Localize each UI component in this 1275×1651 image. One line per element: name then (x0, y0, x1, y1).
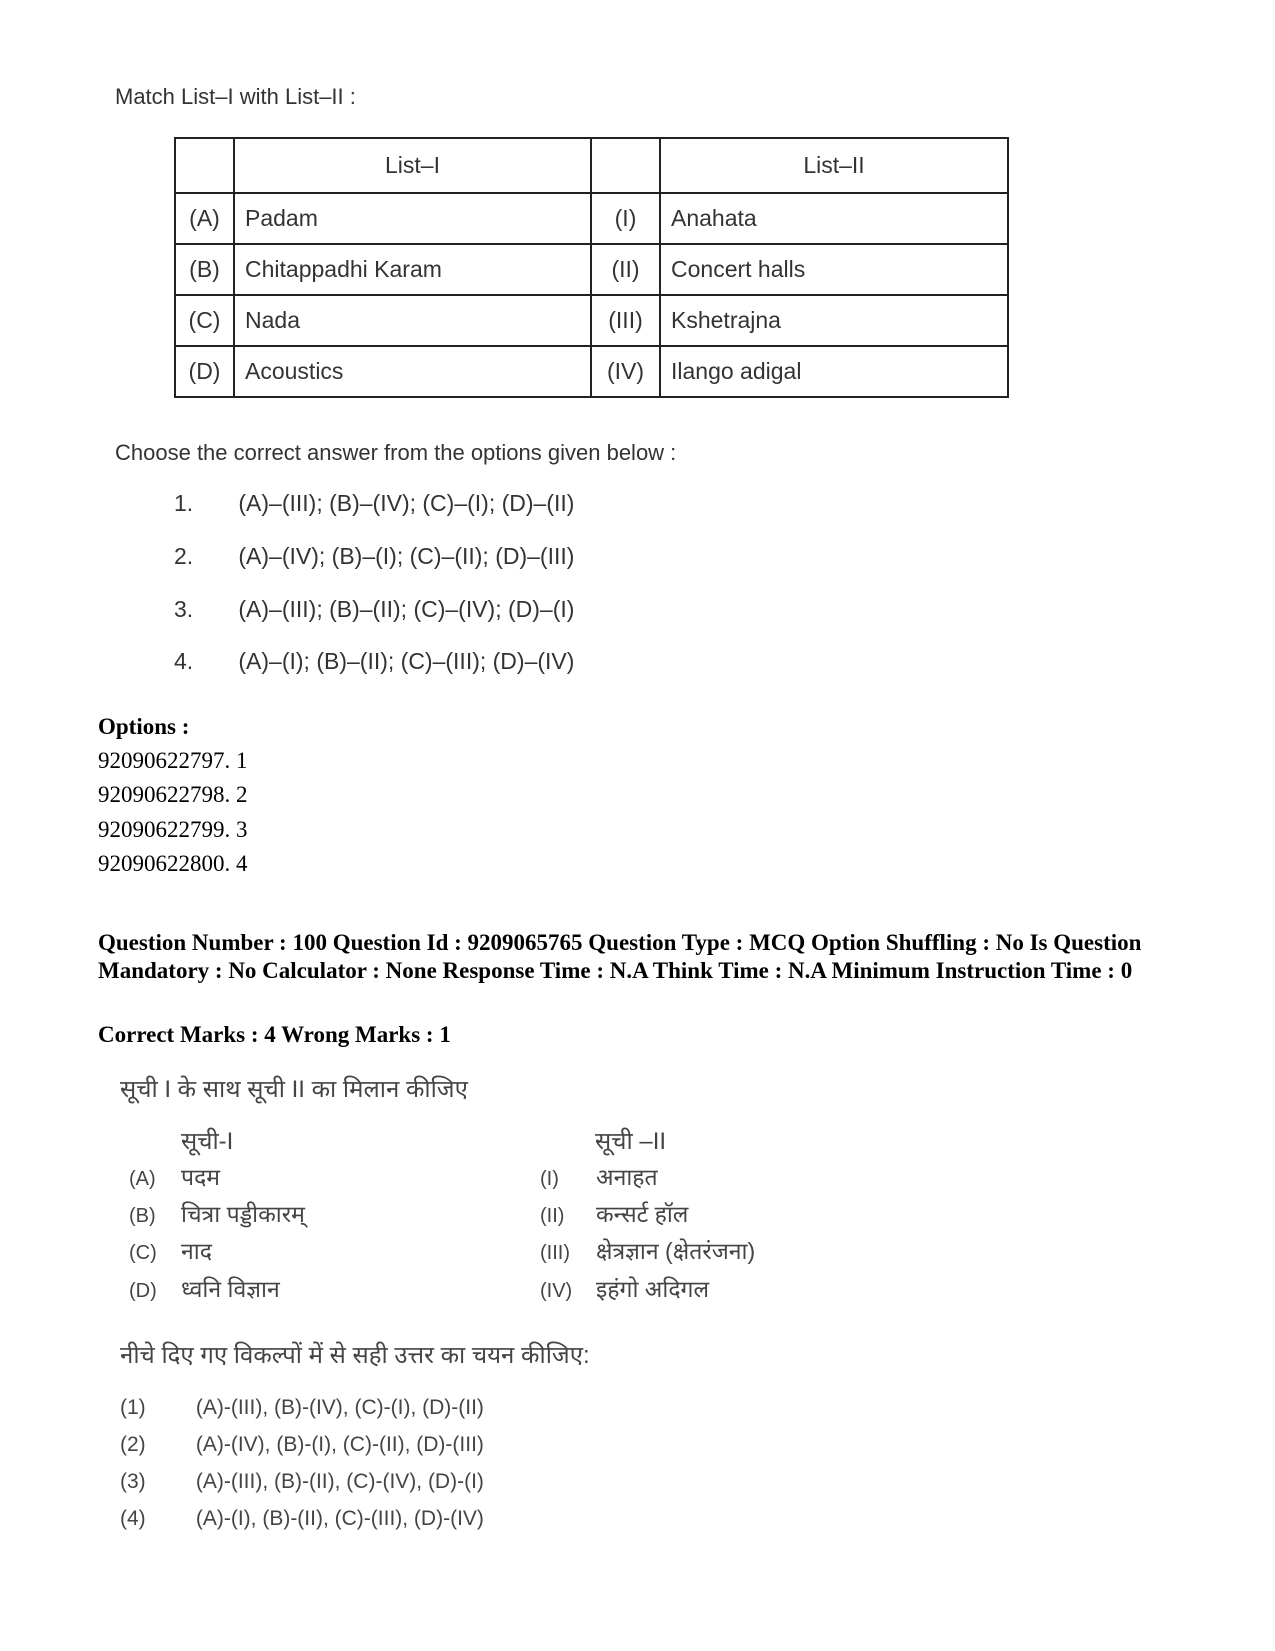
list2-item: Concert halls (660, 244, 1008, 295)
hindi-answer-choice (120, 1433, 484, 1457)
choice-number: 1. (174, 490, 194, 516)
list2-label: (IV) (540, 1280, 573, 1302)
choice-number: (2) (120, 1433, 146, 1456)
list2-item: क्षेत्रज्ञान (क्षेतरंजना) (596, 1238, 756, 1264)
choice-text: (A)-(IV), (B)-(I), (C)-(II), (D)-(III) (195, 1433, 484, 1456)
list1-item: नाद (181, 1238, 212, 1264)
choice-text: (A)–(III); (B)–(II); (C)–(IV); (D)–(I) (238, 596, 575, 622)
table-header-list2: List–II (660, 138, 1008, 193)
list1-item: Acoustics (234, 346, 591, 397)
choice-text: (A)–(I); (B)–(II); (C)–(III); (D)–(IV) (238, 648, 575, 674)
marks-line: Correct Marks : 4 Wrong Marks : 1 (98, 1022, 451, 1047)
list1-item: ध्वनि विज्ञान (181, 1276, 280, 1302)
list1-item: Chitappadhi Karam (234, 244, 591, 295)
question-details: Question Number : 100 Question Id : 9209065765 Question Type : MCQ Option Shuffling : No Is Question Mandatory : No Calculator : None Response Time : N.A Think Time : N.A Minimum Instruction Time : 0 (98, 930, 1142, 983)
option-item: 92090622800. 4 (98, 851, 248, 876)
choice-number: (1) (120, 1396, 146, 1419)
choice-text: (A)-(III), (B)-(IV), (C)-(I), (D)-(II) (195, 1396, 484, 1419)
list1-item: Padam (234, 193, 591, 244)
table-row (175, 244, 1008, 295)
option-item: 92090622799. 3 (98, 817, 248, 842)
list2-item: इहंगो अदिगल (596, 1276, 710, 1302)
choose-prompt: Choose the correct answer from the options given below : (115, 440, 677, 465)
list1-item: पदम (181, 1164, 221, 1190)
hindi-list1-row (129, 1272, 280, 1304)
list2-item: Anahata (660, 193, 1008, 244)
list1-label: (D) (129, 1280, 157, 1302)
option-item: 92090622797. 1 (98, 748, 248, 773)
list1-label: (C) (129, 1242, 157, 1264)
answer-choice (174, 490, 574, 517)
list2-item: अनाहत (596, 1164, 658, 1190)
hindi-choose-prompt: नीचे दिए गए विकल्पों में से सही उत्तर का चयन कीजिए: (120, 1342, 590, 1369)
choice-number: (4) (120, 1507, 146, 1530)
table-row (175, 346, 1008, 397)
question-instruction: Match List–I with List–II : (115, 84, 356, 109)
hindi-answer-choice (120, 1507, 484, 1531)
table-header-row (175, 138, 1008, 193)
hindi-list2-heading: सूची –II (595, 1128, 667, 1155)
table-row (175, 193, 1008, 244)
hindi-answer-choice (120, 1396, 484, 1420)
hindi-list1-heading: सूची-I (181, 1128, 234, 1155)
choice-number: (3) (120, 1470, 146, 1493)
table-header-empty (591, 138, 660, 193)
hindi-list1-row (129, 1234, 212, 1266)
hindi-question-title: सूची I के साथ सूची II का मिलान कीजिए (120, 1076, 468, 1103)
options-heading: Options : (98, 714, 190, 739)
list1-item: चित्रा पड्डीकारम् (181, 1201, 305, 1227)
choice-text: (A)-(I), (B)-(II), (C)-(III), (D)-(IV) (195, 1507, 484, 1530)
hindi-list1-row (129, 1160, 220, 1192)
hindi-list2-row (540, 1160, 658, 1192)
option-item: 92090622798. 2 (98, 782, 248, 807)
choice-number: 2. (174, 543, 194, 569)
list2-label: (I) (591, 193, 660, 244)
list2-label: (III) (540, 1242, 570, 1264)
list2-label: (I) (540, 1168, 559, 1190)
hindi-list2-row (540, 1234, 755, 1266)
hindi-list2-row (540, 1197, 688, 1229)
answer-choice (174, 543, 574, 570)
list1-label: (C) (175, 295, 234, 346)
choice-text: (A)–(III); (B)–(IV); (C)–(I); (D)–(II) (238, 490, 575, 516)
hindi-list1-row (129, 1197, 305, 1229)
choice-text: (A)-(III), (B)-(II), (C)-(IV), (D)-(I) (195, 1470, 484, 1493)
list1-label: (B) (175, 244, 234, 295)
answer-choice (174, 648, 574, 675)
table-header-list1: List–I (234, 138, 591, 193)
list2-label: (IV) (591, 346, 660, 397)
list2-item: Kshetrajna (660, 295, 1008, 346)
choice-text: (A)–(IV); (B)–(I); (C)–(II); (D)–(III) (238, 543, 575, 569)
list2-item: कन्सर्ट हॉल (596, 1201, 689, 1227)
choice-number: 3. (174, 596, 194, 622)
list2-label: (II) (540, 1205, 565, 1227)
list1-label: (A) (175, 193, 234, 244)
list2-label: (III) (591, 295, 660, 346)
choice-number: 4. (174, 648, 194, 674)
list1-label: (D) (175, 346, 234, 397)
table-row (175, 295, 1008, 346)
hindi-list2-row (540, 1272, 709, 1304)
list2-item: Ilango adigal (660, 346, 1008, 397)
answer-choice (174, 596, 574, 623)
list2-label: (II) (591, 244, 660, 295)
hindi-answer-choice (120, 1470, 484, 1494)
table-header-empty (175, 138, 234, 193)
match-table (174, 137, 1009, 398)
list1-item: Nada (234, 295, 591, 346)
list1-label: (B) (129, 1205, 156, 1227)
list1-label: (A) (129, 1168, 156, 1190)
